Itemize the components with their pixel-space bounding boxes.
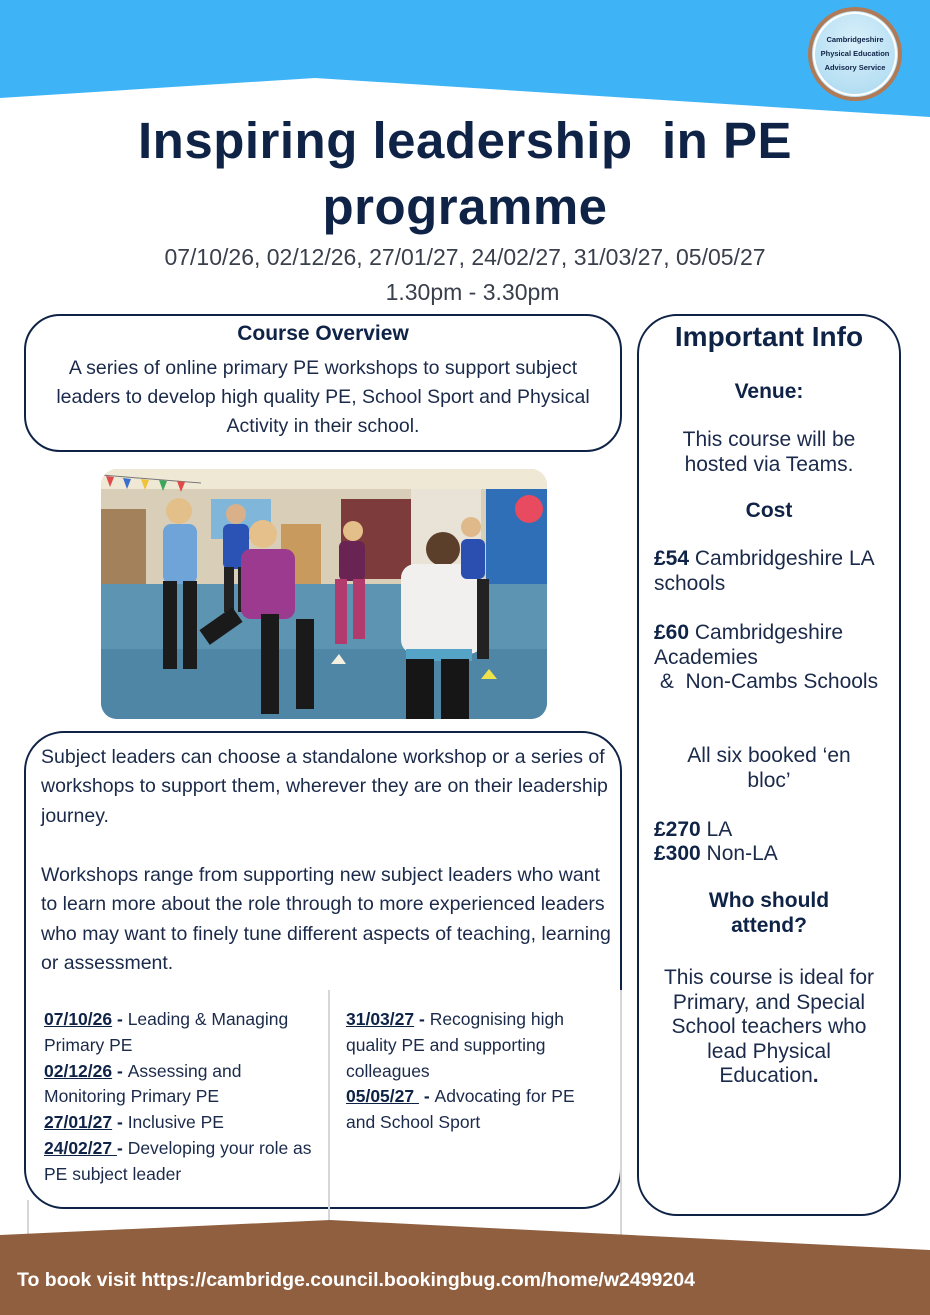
important-info-box <box>637 314 901 1216</box>
price-label: Cambridgeshire Academies <box>654 621 844 669</box>
schedule-date: 31/03/27 <box>346 1009 415 1029</box>
schedule-topic: Leading & Managing Primary PE <box>44 1009 289 1055</box>
schedule-topic: Inclusive PE <box>127 1112 224 1133</box>
session-dates: 07/10/26, 02/12/26, 27/01/27, 24/02/27, 31/03/27, 05/05/27 <box>164 244 766 270</box>
schedule-item <box>346 1007 606 1084</box>
en-bloc-text: All six booked ‘en bloc’ <box>687 744 851 792</box>
schedule-item <box>44 1007 314 1059</box>
schedule-item <box>44 1136 314 1188</box>
title-line-2: programme <box>322 178 608 235</box>
schedule-topic: Developing your role as PE subject leader <box>44 1137 312 1184</box>
table-divider-line <box>328 990 330 1243</box>
schedule-dash: - <box>112 1009 128 1029</box>
schedule-dash: - <box>418 1086 435 1107</box>
price-label: Non-LA <box>700 842 778 865</box>
schedule-right-column <box>346 1007 606 1136</box>
who-text-end: . <box>812 1064 819 1087</box>
course-overview-text: A series of online primary PE workshops to support subject leaders to develop high quality PE, School Sport and Physical Activity in their school. <box>56 357 590 437</box>
course-overview-heading: Course Overview <box>237 322 409 345</box>
price-amount: £54 <box>654 547 690 570</box>
price-amount: £300 <box>654 842 701 865</box>
schedule-item <box>44 1059 314 1111</box>
header-band <box>0 0 930 125</box>
logo-line-1: Cambridgeshire <box>826 35 884 44</box>
price-amount: £60 <box>654 621 690 644</box>
price-bloc-la <box>654 818 894 843</box>
description-paragraph-1: Subject leaders can choose a standalone workshop or a series of workshops to support them, wherever they are on their leadership journey. <box>41 746 608 827</box>
course-overview-box <box>24 314 622 452</box>
schedule-date: 05/05/27 <box>346 1086 419 1107</box>
schedule-dash: - <box>414 1009 430 1029</box>
price-amount: £270 <box>654 818 701 841</box>
price-label: Cambridgeshire LA schools <box>654 547 874 595</box>
workshop-description-box <box>24 731 622 1209</box>
venue-heading: Venue: <box>734 380 804 403</box>
schedule-item <box>44 1110 314 1136</box>
schedule-date: 27/01/27 <box>44 1112 113 1133</box>
schedule-date: 02/12/26 <box>44 1060 113 1081</box>
title-line-1: Inspiring leadership in PE <box>138 112 792 169</box>
footer-band <box>0 1215 930 1315</box>
price-academies <box>654 621 894 695</box>
who-should-attend-heading: Who should attend? <box>708 889 830 937</box>
who-text-body: This course is ideal for Primary, and Special School teachers who lead Physical Education <box>663 966 875 1087</box>
schedule-dash: - <box>116 1137 128 1158</box>
schedule-topic: Assessing and Monitoring Primary PE <box>44 1060 242 1107</box>
schedule-date: 24/02/27 <box>44 1137 117 1158</box>
booking-link[interactable]: To book visit https://cambridge.council.bookingbug.com/home/w2499204 <box>17 1269 695 1291</box>
schedule-topic: Advocating for PE and School Sport <box>346 1086 575 1133</box>
logo-line-2: Physical Education <box>820 49 890 58</box>
price-label: LA <box>700 818 733 841</box>
venue-text: This course will be hosted via Teams. <box>682 428 856 476</box>
schedule-topic: Recognising high quality PE and supporting colleagues <box>346 1009 564 1081</box>
schedule-dash: - <box>112 1112 128 1133</box>
price-label-continued: & Non-Cambs Schools <box>654 670 879 693</box>
pe-workshop-photo <box>101 469 547 719</box>
price-bloc-non-la <box>654 842 894 867</box>
cost-heading: Cost <box>745 499 793 522</box>
price-la-schools <box>654 547 894 596</box>
advisory-service-logo <box>808 7 902 101</box>
logo-line-3: Advisory Service <box>824 63 886 72</box>
schedule-dash: - <box>112 1060 128 1081</box>
session-time: 1.30pm - 3.30pm <box>385 279 560 305</box>
description-paragraph-2: Workshops range from supporting new subject leaders who want to learn more about the role through to more experienced leaders who may want to finely tune different aspects of teaching, learning or assessment. <box>41 864 611 974</box>
table-border-line <box>620 990 622 1243</box>
who-should-attend-text <box>639 966 899 1089</box>
schedule-date: 07/10/26 <box>44 1009 113 1029</box>
page-title <box>0 108 930 240</box>
important-info-title: Important Info <box>674 321 864 352</box>
schedule-item <box>346 1084 606 1136</box>
schedule-left-column <box>44 1007 314 1188</box>
